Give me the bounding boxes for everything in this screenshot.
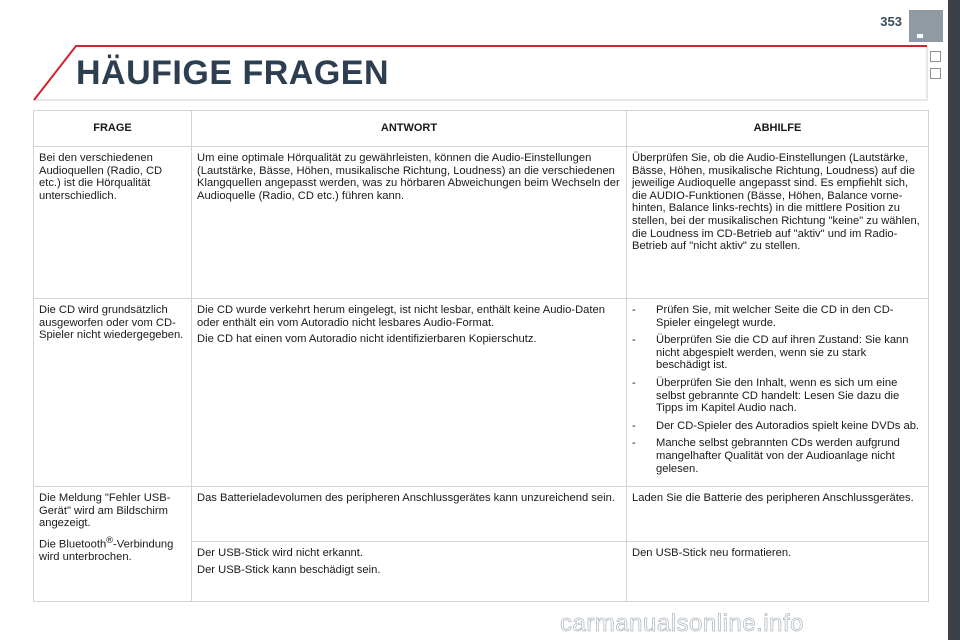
bluetooth-suffix: -Verbindung wird unterbrochen. bbox=[39, 538, 174, 564]
table-header-row bbox=[34, 111, 929, 147]
list-item: - Der CD-Spieler des Autoradios spielt keine DVDs ab. bbox=[632, 420, 922, 433]
list-item: - Prüfen Sie, mit welcher Seite die CD in den CD-Spieler eingelegt wurde. bbox=[632, 304, 922, 329]
table-row bbox=[34, 487, 929, 542]
side-square-icon bbox=[930, 51, 941, 62]
question-text: Die CD wird grundsätzlich ausgeworfen oder vom CD-Spieler nicht wiedergegeben. bbox=[39, 304, 184, 342]
solution-text: Laden Sie die Batterie des peripheren Anschlussgerätes. bbox=[632, 492, 914, 504]
answer-text: Das Batterieladevolumen des peripheren Anschlussgerätes kann unzureichend sein. bbox=[197, 492, 615, 504]
side-bar bbox=[948, 0, 960, 640]
answer-cell bbox=[192, 299, 627, 487]
faq-table bbox=[33, 110, 929, 602]
answer-cell bbox=[192, 487, 627, 542]
answer-text: Die CD hat einen vom Autoradio nicht identifizierbaren Kopierschutz. bbox=[197, 333, 537, 346]
registered-mark: ® bbox=[106, 534, 114, 545]
question-cell bbox=[34, 147, 192, 299]
watermark: carmanualsonline.info bbox=[560, 610, 804, 637]
answer-text: Der USB-Stick kann beschädigt sein. bbox=[197, 563, 381, 576]
bluetooth-prefix: Die Bluetooth bbox=[39, 538, 107, 551]
question-cell bbox=[34, 299, 192, 487]
corner-tab-mark bbox=[917, 34, 923, 38]
list-item: - Überprüfen Sie die CD auf ihren Zustand: Sie kann nicht abgespielt werden, wenn sie zu stark beschädigt ist. bbox=[632, 334, 922, 372]
solution-cell bbox=[627, 542, 929, 602]
list-item: - Überprüfen Sie den Inhalt, wenn es sich um eine selbst gebrannte CD handelt: Lesen Sie dazu die Tipps im Kapitel Audio nach. bbox=[632, 377, 922, 415]
question-cell bbox=[34, 487, 192, 602]
header-question: FRAGE bbox=[34, 111, 192, 147]
list-item: - Manche selbst gebrannten CDs werden aufgrund mangelhafter Qualität von der Audioanlage nicht gelesen. bbox=[632, 437, 922, 475]
page-number: 353 bbox=[880, 14, 902, 29]
answer-cell bbox=[192, 542, 627, 602]
solution-cell bbox=[627, 487, 929, 542]
page-title: HÄUFIGE FRAGEN bbox=[76, 54, 389, 92]
solution-text: Überprüfen Sie, ob die Audio-Einstellungen (Lautstärke, Bässe, Höhen, musikalische Richtung, Loudness) auf die jeweilige Audioquelle angepasst sind. Es empfiehlt sich, die AUDIO-Funktionen (Bässe, Höhen, Balance vorne-hinten, Balance links-rechts) in die mittlere Position zu stellen, bei der musikalischen Richtung "keine" zu wählen, die Loudness im CD-Betrieb auf "aktiv" und im Radio-Betrieb auf "nicht aktiv" zu stellen. bbox=[632, 152, 920, 253]
table-row bbox=[34, 299, 929, 487]
solution-cell bbox=[627, 299, 929, 487]
table-row bbox=[34, 147, 929, 299]
side-square-icon bbox=[930, 68, 941, 79]
header-answer: ANTWORT bbox=[192, 111, 627, 147]
header-solution: ABHILFE bbox=[627, 111, 929, 147]
answer-text: Der USB-Stick wird nicht erkannt. bbox=[197, 547, 363, 559]
question-text: Die Meldung "Fehler USB-Gerät" wird am Bildschirm angezeigt. bbox=[39, 492, 171, 530]
question-text: Bei den verschiedenen Audioquellen (Radio, CD etc.) ist die Hörqualität unterschiedlich. bbox=[39, 152, 163, 202]
corner-tab bbox=[909, 10, 943, 42]
solution-cell bbox=[627, 147, 929, 299]
answer-cell bbox=[192, 147, 627, 299]
answer-text: Um eine optimale Hörqualität zu gewährleisten, können die Audio-Einstellungen (Lautstärke, Bässe, Höhen, musikalische Richtung, Loudness) an die verschiedenen Klangquellen angepasst werden, was zu hörbaren Abweichungen beim Wechseln der Audioquelle (Radio, CD etc.) führen kann. bbox=[197, 152, 620, 202]
answer-text: Die CD wurde verkehrt herum eingelegt, ist nicht lesbar, enthält keine Audio-Daten oder enthält ein vom Autoradio nicht lesbares Audio-Format. bbox=[197, 304, 605, 329]
solution-list bbox=[632, 304, 922, 475]
solution-text: Den USB-Stick neu formatieren. bbox=[632, 547, 792, 559]
question-text-bluetooth bbox=[39, 534, 185, 564]
